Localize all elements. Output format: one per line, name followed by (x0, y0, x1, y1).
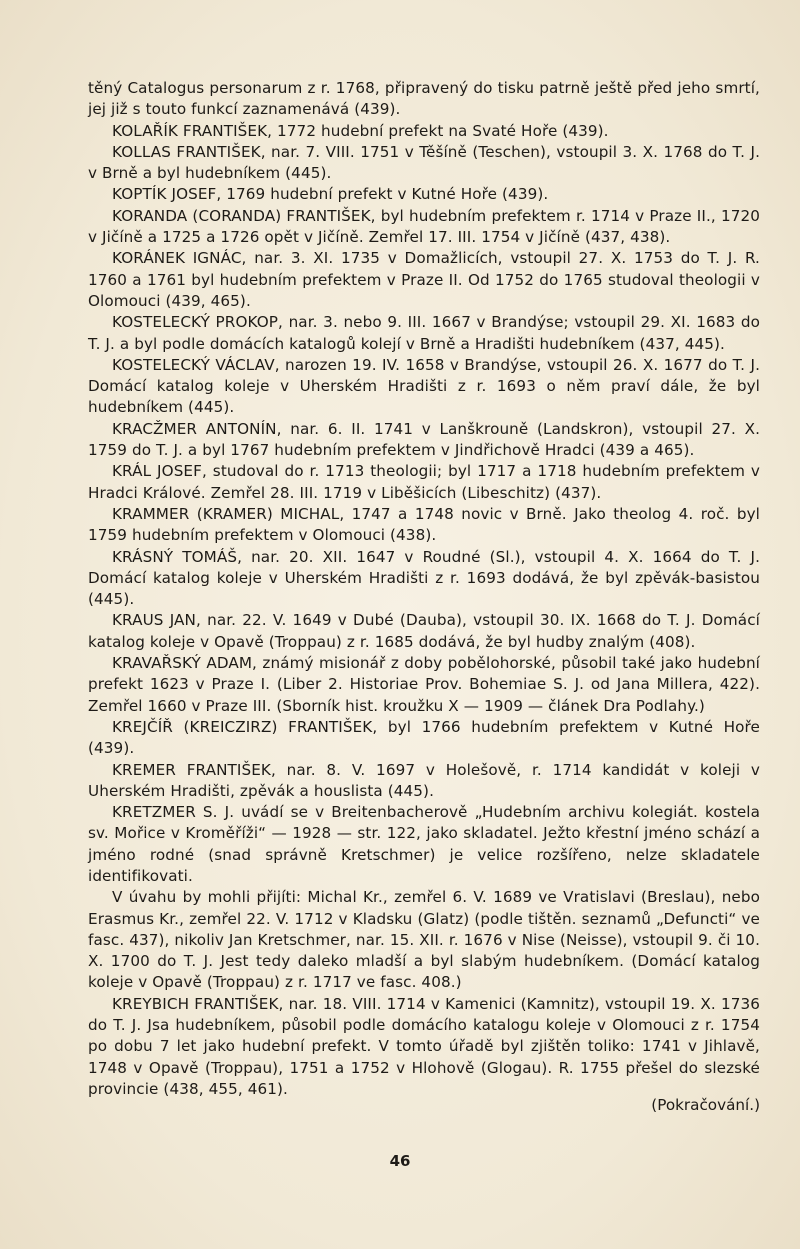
entry-koptik: KOPTÍK JOSEF, 1769 hudební prefekt v Kutné Hoře (439). (112, 185, 549, 204)
entry-krasny: KRÁSNÝ TOMÁŠ, nar. 20. XII. 1647 v Roudné (Sl.), vstoupil 4. X. 1664 do T. J. Domácí katalog koleje v Uherském Hradišti z r. 1693 dodává, že byl zpěvák-basistou (445). (88, 547, 760, 609)
entry-kostelecky-vaclav: KOSTELECKÝ VÁCLAV, narozen 19. IV. 1658 v Brandýse, vstoupil 26. X. 1677 do T. J. Domácí katalog koleje v Uherském Hradišti z r. 1693 o něm praví dále, že byl hudebníkem (445). (88, 355, 760, 417)
entry-krammer: KRAMMER (KRAMER) MICHAL, 1747 a 1748 novic v Brně. Jako theolog 4. roč. byl 1759 hudebním prefektem v Olomouci (438). (88, 504, 760, 545)
entry-kreybich: KREYBICH FRANTIŠEK, nar. 18. VIII. 1714 v Kamenici (Kamnitz), vstoupil 19. X. 1736 do T. J. Jsa hudebníkem, působil podle domácího katalogu koleje v Olomouci z r. 1754 po dobu 7 let jako hudební prefekt. V tomto úřadě byl zjištěn toliko: 1741 v Jihlavě, 1748 v Opavě (Troppau), 1751 a 1752 v Hlohově (Glogau). R. 1755 přešel do slezské provincie (438, 455, 461). (88, 994, 760, 1098)
entry-kolarik: KOLAŘÍK FRANTIŠEK, 1772 hudební prefekt na Svaté Hoře (439). (112, 121, 609, 140)
entry-krejcir: KREJČÍŘ (KREICZIRZ) FRANTIŠEK, byl 1766 hudebním prefektem v Kutné Hoře (439). (88, 717, 760, 758)
entry-kostelecky-prokop: KOSTELECKÝ PROKOP, nar. 3. nebo 9. III. 1667 v Brandýse; vstoupil 29. XI. 1683 do T. J. a byl podle domácích katalogů kolejí v Brně a Hradišti hudebníkem (437, 445). (88, 313, 760, 353)
entry-kral: KRÁL JOSEF, studoval do r. 1713 theologii; byl 1717 a 1718 hudebním prefektem v Hradci Králové. Zemřel 28. III. 1719 v Liběšicích (Libeschitz) (437). (88, 462, 760, 502)
continuation-note: (Pokračování.) (651, 1096, 760, 1114)
entry-kraczmer: KRACŽMER ANTONÍN, nar. 6. II. 1741 v Lanškrouně (Landskron), vstoupil 27. X. 1759 do T. J. a byl 1767 hudebním prefektem v Jindřichově Hradci (439 a 465). (88, 419, 760, 460)
entry-kremer: KREMER FRANTIŠEK, nar. 8. V. 1697 v Holešově, r. 1714 kandidát v koleji v Uherském Hradišti, zpěvák a houslista (445). (88, 760, 760, 800)
page-number: 46 (389, 1152, 411, 1170)
entry-kollas: KOLLAS FRANTIŠEK, nar. 7. VIII. 1751 v Těšíně (Teschen), vstoupil 3. X. 1768 do T. J. v Brně a byl hudebníkem (445). (88, 142, 760, 183)
entry-koranda: KORANDA (CORANDA) FRANTIŠEK, byl hudebním prefektem r. 1714 v Praze II., 1720 v Jičíně a 1725 a 1726 opět v Jičíně. Zemřel 17. III. 1754 v Jičíně (437, 438). (88, 206, 760, 247)
body-text (88, 78, 760, 1100)
entry-kravarsky: KRAVAŘSKÝ ADAM, známý misionář z doby pobělohorské, působil také jako hudební prefekt 1623 v Praze I. (Liber 2. Historiae Prov. Bohemiae S. J. od Jana Millera, 422). Zemřel 1660 v Praze III. (Sborník hist. kroužku X — 1909 — článek Dra Podlahy.) (88, 654, 760, 715)
entry-kretzmer-note: V úvahu by mohli přijíti: Michal Kr., zemřel 6. V. 1689 ve Vratislavi (Breslau), nebo Erasmus Kr., zemřel 22. V. 1712 v Kladsku (Glatz) (podle tištěn. seznamů „Defuncti“ ve fasc. 437), nikoliv Jan Kretschmer, nar. 15. XII. r. 1676 v Nise (Neisse), vstoupil 9. či 10. X. 1700 do T. J. Jest tedy daleko mladší a byl slabým hudebníkem. (Domácí katalog koleje v Opavě (Troppau) z r. 1717 ve fasc. 408.) (88, 888, 760, 992)
entry-kraus: KRAUS JAN, nar. 22. V. 1649 v Dubé (Dauba), vstoupil 30. IX. 1668 do T. J. Domácí katalog koleje v Opavě (Troppau) z r. 1685 dodává, že byl hudby znalým (408). (88, 611, 760, 651)
paragraph-continuation: těný Catalogus personarum z r. 1768, připravený do tisku patrně ještě před jeho smrtí, jej již s touto funkcí zaznamenává (439). (88, 79, 760, 119)
entry-kretzmer: KRETZMER S. J. uvádí se v Breitenbacherově „Hudebním archivu kolegiát. kostela sv. Mořice v Kroměříži“ — 1928 — str. 122, jako skladatel. Ježto křestní jméno schází a jméno rodné (snad správně Kretschmer) je velice rozšířeno, nelze skladatele identifikovati. (88, 803, 760, 885)
entry-koranek: KORÁNEK IGNÁC, nar. 3. XI. 1735 v Domažlicích, vstoupil 27. X. 1753 do T. J. R. 1760 a 1761 byl hudebním prefektem v Praze II. Od 1752 do 1765 studoval theologii v Olomouci (439, 465). (88, 249, 760, 310)
